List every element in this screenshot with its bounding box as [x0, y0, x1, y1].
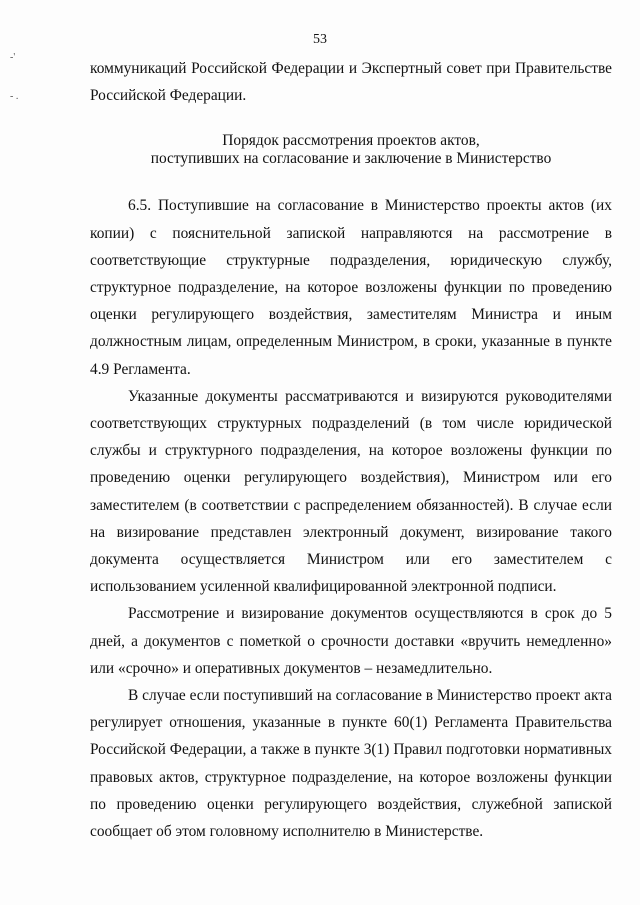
paragraph: Указанные документы рассматриваются и визируются руководителями соответствующих структурных подразделений (в том числе юридической службы и структурного подразделения, на которое возложены функции по проведению оценки регулирующего воздействия), Министром или его заместителем (в соответствии с распределением обязанностей). В случае если на визирование представлен электронный документ, визирование такого документа осуществляется Министром или его заместителем с использованием усиленной квалифицированной электронной подписи.: [90, 387, 612, 596]
scan-mark: - .: [10, 91, 19, 102]
paragraph-6-5: 6.5. Поступившие на согласование в Министерство проекты актов (их копии) с пояснительной запиской направляются на рассмотрение в соответствующие структурные подразделения, юридическую службу, структурное подразделение, на которое возложены функции по проведению оценки регулирующего воздействия, заместителям Министра и иным должностным лицам, определенным Министром, в сроки, указанные в пункте 4.9 Регламента.: [90, 197, 612, 378]
section-heading-line-2: поступивших на согласование и заключение в Министерство: [150, 150, 552, 168]
section-heading: [90, 132, 612, 168]
section-heading-line-1: Порядок рассмотрения проектов актов,: [222, 132, 480, 150]
page-number: 53: [313, 32, 327, 47]
paragraph: Рассмотрение и визирование документов осуществляются в срок до 5 дней, а документов с пометкой о срочности доставки «вручить немедленно» или «срочно» и оперативных документов – незамедлительно.: [90, 605, 612, 677]
document-body: [90, 55, 612, 845]
scan-mark: -': [10, 52, 16, 63]
paragraph: В случае если поступивший на согласование в Министерство проект акта регулирует отношения, указанные в пункте 60(1) Регламента Правительства Российской Федерации, а также в пункте 3(1) Правил подготовки нормативных правовых актов, структурное подразделение, на которое возложены функции по проведению оценки регулирующего воздействия, служебной запиской сообщает об этом головному исполнителю в Министерстве.: [90, 687, 612, 841]
intro-paragraph: коммуникаций Российской Федерации и Экспертный совет при Правительстве Российской Федерации.: [90, 60, 612, 105]
